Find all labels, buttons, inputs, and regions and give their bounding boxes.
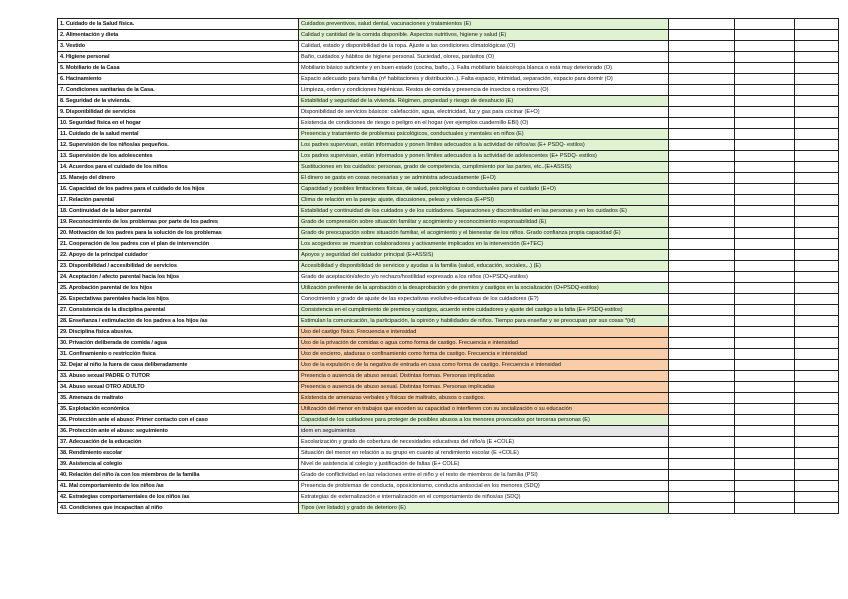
table-row <box>58 404 839 415</box>
table-row <box>58 316 839 327</box>
empty-cell-2[interactable] <box>735 338 795 349</box>
empty-cell-1[interactable] <box>669 118 735 129</box>
empty-cell-2[interactable] <box>735 85 795 96</box>
empty-cell-2[interactable] <box>735 283 795 294</box>
empty-cell-3[interactable] <box>795 294 839 305</box>
table-row <box>58 41 839 52</box>
item-cell[interactable]: 22. Apoyo de la principal cuidador <box>58 250 299 261</box>
empty-cell-2[interactable] <box>735 294 795 305</box>
empty-cell-1[interactable] <box>669 316 735 327</box>
empty-cell-3[interactable] <box>795 316 839 327</box>
description-cell[interactable]: Existencia de condiciones de riesgo o peligro en el hogar (ver ejemplos cuadernillo EBI) (O) <box>299 118 669 129</box>
description-cell[interactable]: Los padres supervisan, están informados y ponen límites adecuados a la actividad de niños/as (E+ PSDQ- estilos) <box>299 140 669 151</box>
empty-cell-1[interactable] <box>669 217 735 228</box>
item-cell[interactable]: 11. Cuidado de la salud mental <box>58 129 299 140</box>
item-cell[interactable]: 29. Disciplina física abusiva. <box>58 327 299 338</box>
table-row <box>58 195 839 206</box>
table-row <box>58 459 839 470</box>
empty-cell-3[interactable] <box>795 503 839 514</box>
empty-cell-3[interactable] <box>795 470 839 481</box>
empty-cell-2[interactable] <box>735 206 795 217</box>
item-cell[interactable]: 25. Aprobación parental de los hijos <box>58 283 299 294</box>
empty-cell-1[interactable] <box>669 426 735 437</box>
empty-cell-3[interactable] <box>795 162 839 173</box>
description-cell[interactable]: Grado de aceptación/afecto y/o rechazo/hostilidad expresado a los niños (O+PSDQ-estilos) <box>299 272 669 283</box>
empty-cell-3[interactable] <box>795 371 839 382</box>
item-cell[interactable]: 35. Explotación económica <box>58 404 299 415</box>
description-cell[interactable]: Limpieza, orden y condiciones higiénicas. Restos de comida y presencia de insectos o roedores (O) <box>299 85 669 96</box>
table-row <box>58 129 839 140</box>
empty-cell-2[interactable] <box>735 382 795 393</box>
empty-cell-3[interactable] <box>795 118 839 129</box>
table-row <box>58 52 839 63</box>
empty-cell-3[interactable] <box>795 481 839 492</box>
table-row <box>58 30 839 41</box>
empty-cell-2[interactable] <box>735 503 795 514</box>
table-row <box>58 393 839 404</box>
description-cell[interactable]: Uso de la privación de comidas o agua como forma de castigo. Frecuencia e intensidad <box>299 338 669 349</box>
empty-cell-3[interactable] <box>795 404 839 415</box>
empty-cell-3[interactable] <box>795 239 839 250</box>
table-row <box>58 173 839 184</box>
empty-cell-1[interactable] <box>669 305 735 316</box>
table-row <box>58 437 839 448</box>
empty-cell-3[interactable] <box>795 19 839 30</box>
empty-cell-2[interactable] <box>735 140 795 151</box>
empty-cell-2[interactable] <box>735 129 795 140</box>
table-row <box>58 107 839 118</box>
empty-cell-1[interactable] <box>669 63 735 74</box>
item-cell[interactable]: 2. Alimentación y dieta <box>58 30 299 41</box>
table-row <box>58 184 839 195</box>
empty-cell-1[interactable] <box>669 272 735 283</box>
empty-cell-1[interactable] <box>669 261 735 272</box>
empty-cell-2[interactable] <box>735 118 795 129</box>
item-cell[interactable]: 1. Cuidado de la Salud física. <box>58 19 299 30</box>
assessment-table-body <box>58 19 839 514</box>
description-cell[interactable]: idem en seguimientos <box>299 426 669 437</box>
description-cell[interactable]: Conocimiento y grado de ajuste de las expectativas evolutivo-educativas de los cuidadores (E?) <box>299 294 669 305</box>
empty-cell-2[interactable] <box>735 184 795 195</box>
description-cell[interactable]: Calidad, estado y disponibilidad de la ropa. Ajuste a las condiciones climatológicas (O) <box>299 41 669 52</box>
empty-cell-1[interactable] <box>669 151 735 162</box>
item-cell[interactable]: 7. Condiciones sanitarias de la Casa. <box>58 85 299 96</box>
empty-cell-1[interactable] <box>669 349 735 360</box>
empty-cell-1[interactable] <box>669 228 735 239</box>
empty-cell-3[interactable] <box>795 74 839 85</box>
item-cell[interactable]: 27. Consistencia de la disciplina parental <box>58 305 299 316</box>
item-cell[interactable]: 42. Estrategias comportamentales de los niños /as <box>58 492 299 503</box>
item-cell[interactable]: 40. Relación del niño /a con los miembros de la familia <box>58 470 299 481</box>
description-cell[interactable]: Presencia o ausencia de abuso sexual. Distintas formas. Personas implicadas <box>299 371 669 382</box>
empty-cell-2[interactable] <box>735 52 795 63</box>
table-row <box>58 19 839 30</box>
empty-cell-2[interactable] <box>735 448 795 459</box>
empty-cell-1[interactable] <box>669 129 735 140</box>
item-cell[interactable]: 24. Aceptación / afecto parental hacia los hijos <box>58 272 299 283</box>
empty-cell-3[interactable] <box>795 217 839 228</box>
description-cell[interactable]: Presencia o ausencia de abuso sexual. Distintas formas. Personas implicadas <box>299 382 669 393</box>
empty-cell-2[interactable] <box>735 195 795 206</box>
item-cell[interactable]: 19. Reconocimiento de los problemas por parte de los padres <box>58 217 299 228</box>
empty-cell-2[interactable] <box>735 261 795 272</box>
table-row <box>58 492 839 503</box>
empty-cell-1[interactable] <box>669 173 735 184</box>
item-cell[interactable]: 13. Supervisión de los adolescentes <box>58 151 299 162</box>
item-cell[interactable]: 12. Supervisión de los niños/as pequeños. <box>58 140 299 151</box>
empty-cell-3[interactable] <box>795 41 839 52</box>
empty-cell-1[interactable] <box>669 96 735 107</box>
item-cell[interactable]: 16. Capacidad de los padres para el cuidado de los hijos <box>58 184 299 195</box>
description-cell[interactable]: Estabilidad y continuidad de los cuidados y de los cuidadores. Separaciones y discontinuidad en las personas y en los cuidados (E) <box>299 206 669 217</box>
table-row <box>58 250 839 261</box>
empty-cell-2[interactable] <box>735 349 795 360</box>
empty-cell-2[interactable] <box>735 316 795 327</box>
item-cell[interactable]: 31. Confinamiento o restricción física <box>58 349 299 360</box>
description-cell[interactable]: Clima de relación en la pareja: ajuste, discusiones, peleas y violencia (E+PSI) <box>299 195 669 206</box>
description-cell[interactable]: Uso de la expulsión o de la negativa de entrada en casa como forma de castigo. Frecuencia e intensidad <box>299 360 669 371</box>
empty-cell-1[interactable] <box>669 371 735 382</box>
table-row <box>58 349 839 360</box>
description-cell[interactable]: Grado de conflictividad en las relaciones entre el niño y el resto de miembros de la familia (PSI) <box>299 470 669 481</box>
empty-cell-3[interactable] <box>795 360 839 371</box>
table-row <box>58 426 839 437</box>
description-cell[interactable]: Los acogedores se muestran colaboradores y activamente implicados en la intervención (E+TEC) <box>299 239 669 250</box>
empty-cell-1[interactable] <box>669 206 735 217</box>
empty-cell-2[interactable] <box>735 327 795 338</box>
item-cell[interactable]: 6. Hacinamiento <box>58 74 299 85</box>
description-cell[interactable]: Escolarización y grado de cobertura de necesidades educativas del niño/a (E +COLE) <box>299 437 669 448</box>
empty-cell-3[interactable] <box>795 195 839 206</box>
empty-cell-3[interactable] <box>795 261 839 272</box>
empty-cell-3[interactable] <box>795 437 839 448</box>
empty-cell-3[interactable] <box>795 129 839 140</box>
empty-cell-2[interactable] <box>735 74 795 85</box>
table-row <box>58 118 839 129</box>
empty-cell-2[interactable] <box>735 415 795 426</box>
item-cell[interactable]: 14. Acuerdos para el cuidado de los niños <box>58 162 299 173</box>
description-cell[interactable]: Utilización preferente de la aprobación o la desaprobación y de premios y castigos en la socialización (O+PSDQ-estilos) <box>299 283 669 294</box>
item-cell[interactable]: 23. Disponibilidad / accesibilidad de servicios <box>58 261 299 272</box>
description-cell[interactable]: Capacidad de los cuidadores para proteger de posibles abusos a los menores provocados por terceras personas (E) <box>299 415 669 426</box>
empty-cell-2[interactable] <box>735 437 795 448</box>
item-cell[interactable]: 18. Continuidad de la labor parental <box>58 206 299 217</box>
empty-cell-3[interactable] <box>795 173 839 184</box>
description-cell[interactable]: Tipos (ver listado) y grado de deterioro (E) <box>299 503 669 514</box>
description-cell[interactable]: Mobiliario básico suficiente y en buen estado (cocina, baño,..). Falta mobiliario básico/ropa blanca o está muy deteriorado (O) <box>299 63 669 74</box>
description-cell[interactable]: Capacidad y posibles limitaciones físicas, de salud, psicológicas o conductuales para el cuidado (E+O) <box>299 184 669 195</box>
description-cell[interactable]: Apoyos y seguridad del cuidador principal (E+ASSIS) <box>299 250 669 261</box>
empty-cell-1[interactable] <box>669 107 735 118</box>
empty-cell-3[interactable] <box>795 338 839 349</box>
empty-cell-3[interactable] <box>795 52 839 63</box>
description-cell[interactable]: Situación del menor en relación a su grupo en cuanto al rendimiento escolar (E +COLE) <box>299 448 669 459</box>
description-cell[interactable]: Espacio adecuado para familia (nº habitaciones y distribución..). Falta espacio, intimidad, separación, espacio para dormir (O) <box>299 74 669 85</box>
empty-cell-3[interactable] <box>795 283 839 294</box>
table-row <box>58 228 839 239</box>
empty-cell-3[interactable] <box>795 30 839 41</box>
empty-cell-2[interactable] <box>735 30 795 41</box>
empty-cell-1[interactable] <box>669 52 735 63</box>
empty-cell-1[interactable] <box>669 338 735 349</box>
assessment-table <box>57 18 839 514</box>
item-cell[interactable]: 32. Dejar al niño /a fuera de casa deliberadamente <box>58 360 299 371</box>
item-cell[interactable]: 38. Rendimiento escolar <box>58 448 299 459</box>
table-row <box>58 162 839 173</box>
empty-cell-1[interactable] <box>669 503 735 514</box>
item-cell[interactable]: 17. Relación parental <box>58 195 299 206</box>
description-cell[interactable]: Calidad y cantidad de la comida disponible. Aspectos nutritivos, higiene y salud (E) <box>299 30 669 41</box>
empty-cell-1[interactable] <box>669 162 735 173</box>
description-cell[interactable]: Presencia de problemas de conducta, oposicionismo, conducta antisocial en los menores (SDQ) <box>299 481 669 492</box>
empty-cell-3[interactable] <box>795 63 839 74</box>
item-cell[interactable]: 43. Condiciones que incapacitan al niño <box>58 503 299 514</box>
empty-cell-1[interactable] <box>669 30 735 41</box>
empty-cell-1[interactable] <box>669 327 735 338</box>
table-row <box>58 382 839 393</box>
empty-cell-3[interactable] <box>795 305 839 316</box>
empty-cell-3[interactable] <box>795 327 839 338</box>
empty-cell-1[interactable] <box>669 250 735 261</box>
empty-cell-3[interactable] <box>795 107 839 118</box>
empty-cell-2[interactable] <box>735 459 795 470</box>
table-row <box>58 140 839 151</box>
table-row <box>58 371 839 382</box>
table-row <box>58 74 839 85</box>
empty-cell-1[interactable] <box>669 294 735 305</box>
item-cell[interactable]: 33. Abuso sexual PADRE O TUTOR <box>58 371 299 382</box>
description-cell[interactable]: Existencia de amenazas verbales y físicas de maltrato, abusos o castigos. <box>299 393 669 404</box>
empty-cell-2[interactable] <box>735 371 795 382</box>
empty-cell-2[interactable] <box>735 404 795 415</box>
empty-cell-2[interactable] <box>735 481 795 492</box>
empty-cell-1[interactable] <box>669 448 735 459</box>
table-row <box>58 239 839 250</box>
item-cell[interactable]: 41. Mal comportamiento de los niños /as <box>58 481 299 492</box>
empty-cell-1[interactable] <box>669 437 735 448</box>
item-cell[interactable]: 8. Seguridad de la vivienda. <box>58 96 299 107</box>
description-cell[interactable]: Baño, cuidados y hábitos de higiene personal. Suciedad, olores, parásitos (O) <box>299 52 669 63</box>
description-cell[interactable]: Uso del castigo físico. Frecuencia e intensidad <box>299 327 669 338</box>
empty-cell-1[interactable] <box>669 382 735 393</box>
empty-cell-2[interactable] <box>735 470 795 481</box>
description-cell[interactable]: Uso de encierro, ataduras o confinamiento como forma de castigo. Frecuencia e intensidad <box>299 349 669 360</box>
empty-cell-2[interactable] <box>735 426 795 437</box>
description-cell[interactable]: Consistencia en el cumplimiento de premios y castigos, acuerdo entre cuidadores y ajuste del castigo a la falta (E+ PSDQ-estilos) <box>299 305 669 316</box>
table-row <box>58 360 839 371</box>
empty-cell-1[interactable] <box>669 140 735 151</box>
empty-cell-3[interactable] <box>795 140 839 151</box>
item-cell[interactable]: 4. Higiene personal <box>58 52 299 63</box>
empty-cell-2[interactable] <box>735 239 795 250</box>
description-cell[interactable]: Disponibilidad de servicios básicos: calefacción, agua, electricidad, luz y gas para cocinar (E+O) <box>299 107 669 118</box>
empty-cell-3[interactable] <box>795 349 839 360</box>
description-cell[interactable]: Estabilidad y seguridad de la vivienda. Régimen, propiedad y riesgo de desahucio (E) <box>299 96 669 107</box>
table-row <box>58 470 839 481</box>
description-cell[interactable]: Estimulan la comunicación, la participación, la opinión y habilidades de niños. Tiempo para enseñar y se preocupan por sus cosas *(id) <box>299 316 669 327</box>
empty-cell-1[interactable] <box>669 415 735 426</box>
empty-cell-2[interactable] <box>735 107 795 118</box>
item-cell[interactable]: 28. Enseñanza / estimulación de los padres a los hijos /as <box>58 316 299 327</box>
empty-cell-1[interactable] <box>669 404 735 415</box>
empty-cell-3[interactable] <box>795 382 839 393</box>
table-row <box>58 448 839 459</box>
table-row <box>58 305 839 316</box>
empty-cell-3[interactable] <box>795 85 839 96</box>
empty-cell-1[interactable] <box>669 85 735 96</box>
empty-cell-1[interactable] <box>669 19 735 30</box>
empty-cell-2[interactable] <box>735 217 795 228</box>
item-cell[interactable]: 30. Privación deliberada de comida / agua <box>58 338 299 349</box>
empty-cell-2[interactable] <box>735 173 795 184</box>
empty-cell-2[interactable] <box>735 63 795 74</box>
empty-cell-3[interactable] <box>795 459 839 470</box>
empty-cell-3[interactable] <box>795 151 839 162</box>
empty-cell-3[interactable] <box>795 426 839 437</box>
item-cell[interactable]: 21. Cooperación de los padres con el plan de intervención <box>58 239 299 250</box>
empty-cell-1[interactable] <box>669 481 735 492</box>
table-row <box>58 283 839 294</box>
empty-cell-3[interactable] <box>795 415 839 426</box>
table-row <box>58 96 839 107</box>
table-row <box>58 338 839 349</box>
item-cell[interactable]: 35. Amenaza de maltrato <box>58 393 299 404</box>
table-row <box>58 415 839 426</box>
description-cell[interactable]: Los padres supervisan, están informados y ponen límites adecuados a la actividad de adolescentes (E+ PSDQ- estilos) <box>299 151 669 162</box>
empty-cell-3[interactable] <box>795 184 839 195</box>
empty-cell-1[interactable] <box>669 360 735 371</box>
description-cell[interactable]: Cuidados preventivos, salud dental, vacunaciones y tratamientos (E) <box>299 19 669 30</box>
table-row <box>58 294 839 305</box>
empty-cell-2[interactable] <box>735 492 795 503</box>
description-cell[interactable]: Grado de comprensión sobre situación familiar y acogimiento y reconocimiento responsabilidad (E) <box>299 217 669 228</box>
empty-cell-2[interactable] <box>735 41 795 52</box>
empty-cell-2[interactable] <box>735 305 795 316</box>
item-cell[interactable]: 15. Manejo del dinero <box>58 173 299 184</box>
empty-cell-1[interactable] <box>669 41 735 52</box>
empty-cell-2[interactable] <box>735 250 795 261</box>
empty-cell-2[interactable] <box>735 228 795 239</box>
empty-cell-2[interactable] <box>735 272 795 283</box>
table-row <box>58 85 839 96</box>
table-row <box>58 503 839 514</box>
empty-cell-3[interactable] <box>795 250 839 261</box>
item-cell[interactable]: 9. Disponibilidad de servicios <box>58 107 299 118</box>
table-row <box>58 206 839 217</box>
item-cell[interactable]: 36. Protección ante el abuso: seguimiento <box>58 426 299 437</box>
empty-cell-3[interactable] <box>795 228 839 239</box>
item-cell[interactable]: 26. Expectativas parentales hacia los hijos <box>58 294 299 305</box>
description-cell[interactable]: Estrategias de externalización e internalización en el comportamiento de niños/as (SDQ) <box>299 492 669 503</box>
empty-cell-1[interactable] <box>669 195 735 206</box>
description-cell[interactable]: Nivel de asistencia al colegio y justificación de faltas (E+ COLE) <box>299 459 669 470</box>
table-row <box>58 63 839 74</box>
table-row <box>58 261 839 272</box>
item-cell[interactable]: 3. Vestido <box>58 41 299 52</box>
empty-cell-3[interactable] <box>795 272 839 283</box>
empty-cell-3[interactable] <box>795 393 839 404</box>
description-cell[interactable]: Accesibilidad y disponibilidad de servicios y ayudas a la familia (salud, educación, sociales,..) (E) <box>299 261 669 272</box>
empty-cell-2[interactable] <box>735 19 795 30</box>
empty-cell-3[interactable] <box>795 492 839 503</box>
empty-cell-1[interactable] <box>669 239 735 250</box>
empty-cell-2[interactable] <box>735 360 795 371</box>
item-cell[interactable]: 37. Adecuación de la educación <box>58 437 299 448</box>
item-cell[interactable]: 20. Motivación de los padres para la solución de los problemas <box>58 228 299 239</box>
item-cell[interactable]: 10. Seguridad física en el hogar <box>58 118 299 129</box>
empty-cell-2[interactable] <box>735 162 795 173</box>
empty-cell-2[interactable] <box>735 151 795 162</box>
item-cell[interactable]: 34. Abuso sexual OTRO ADULTO <box>58 382 299 393</box>
table-row <box>58 151 839 162</box>
description-cell[interactable]: Presencia y tratamiento de problemas psicológicos, conductuales y mentales en niños (E) <box>299 129 669 140</box>
item-cell[interactable]: 5. Mobiliario de la Casa <box>58 63 299 74</box>
item-cell[interactable]: 36. Protección ante el abuso: Primer contacto con el caso <box>58 415 299 426</box>
empty-cell-1[interactable] <box>669 470 735 481</box>
table-row <box>58 327 839 338</box>
empty-cell-1[interactable] <box>669 74 735 85</box>
description-cell[interactable]: Sustituciones en los cuidados: personas, grado de competencia, cumplimiento por las partes, etc..(E+ASSIS) <box>299 162 669 173</box>
empty-cell-1[interactable] <box>669 492 735 503</box>
empty-cell-1[interactable] <box>669 459 735 470</box>
description-cell[interactable]: El dinero se gasta en cosas necesarias y se administra adecuadamente (E+O) <box>299 173 669 184</box>
empty-cell-3[interactable] <box>795 448 839 459</box>
description-cell[interactable]: Grado de preocupación sobre situación familiar, el acogimiento y el bienestar de los niños. Grado confianza propia capacidad (E) <box>299 228 669 239</box>
empty-cell-3[interactable] <box>795 206 839 217</box>
table-row <box>58 272 839 283</box>
empty-cell-2[interactable] <box>735 96 795 107</box>
description-cell[interactable]: Utilización del menor en trabajos que exceden su capacidad o interfieren con su socialización o su educación <box>299 404 669 415</box>
item-cell[interactable]: 39. Asistencia al colegio <box>58 459 299 470</box>
table-row <box>58 217 839 228</box>
empty-cell-2[interactable] <box>735 393 795 404</box>
empty-cell-3[interactable] <box>795 96 839 107</box>
empty-cell-1[interactable] <box>669 283 735 294</box>
empty-cell-1[interactable] <box>669 393 735 404</box>
table-row <box>58 481 839 492</box>
empty-cell-1[interactable] <box>669 184 735 195</box>
